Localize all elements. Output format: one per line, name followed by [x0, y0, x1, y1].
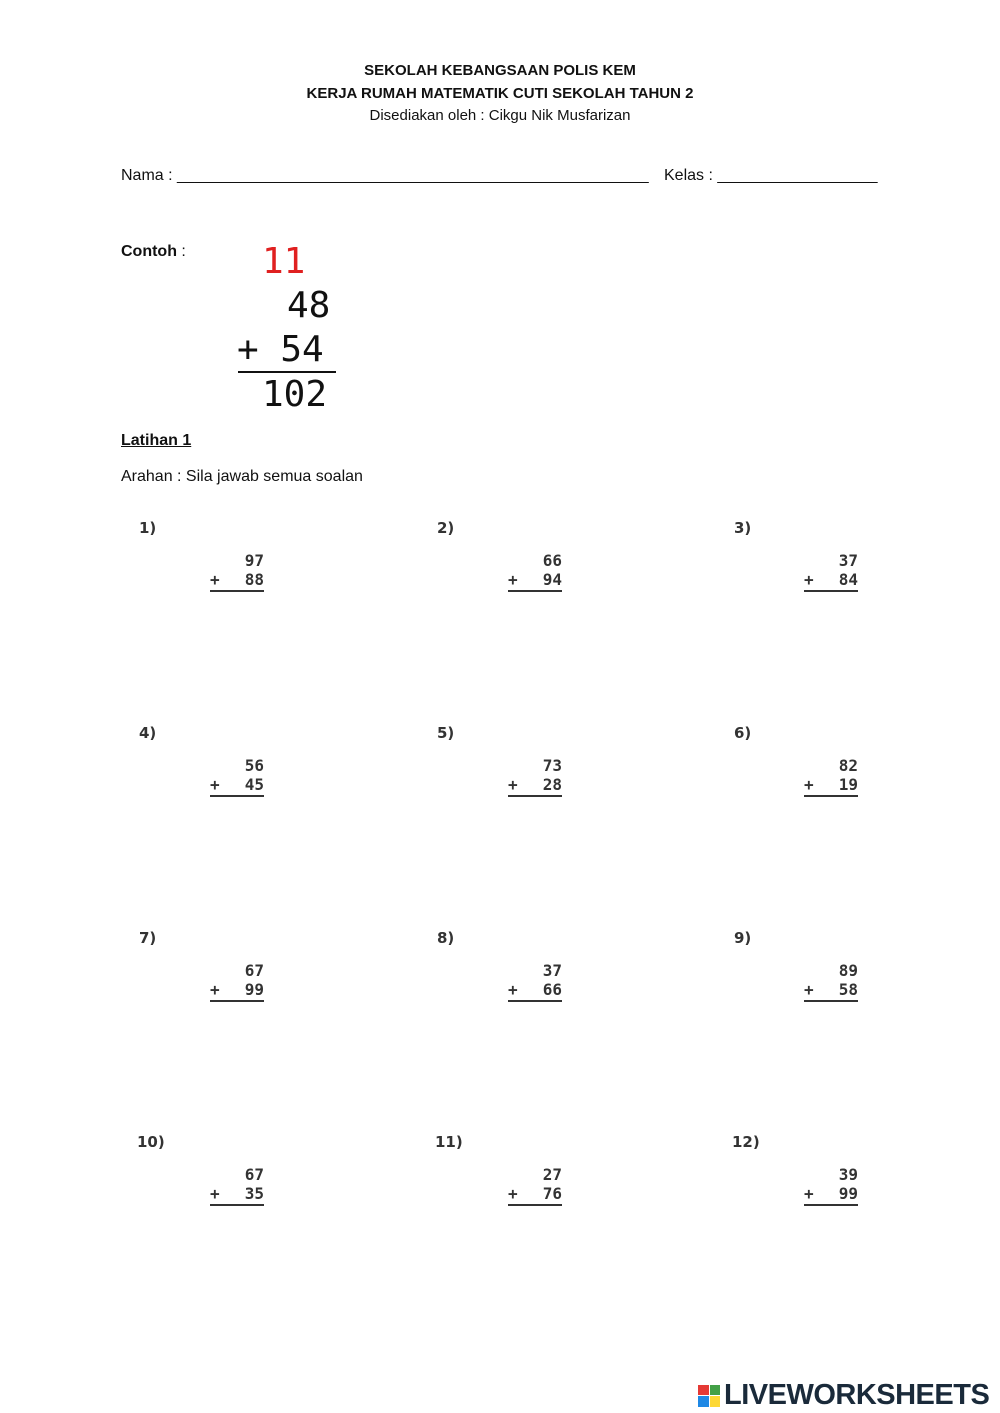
question-bottom-number: 28 — [542, 775, 562, 794]
answer-line — [508, 590, 562, 592]
answer-line — [508, 795, 562, 797]
answer-line — [804, 590, 858, 592]
question-sum — [508, 1165, 562, 1206]
question-top-number: 37 — [838, 551, 858, 570]
question-number: 1) — [139, 519, 157, 537]
question-top-number: 27 — [542, 1165, 562, 1184]
example-heading — [121, 243, 186, 261]
question-top-number: 73 — [542, 756, 562, 775]
question-bottom-number: 88 — [244, 570, 264, 589]
plus-operator: + — [804, 1184, 814, 1203]
example-answer: 102 — [262, 374, 328, 415]
question-number: 3) — [734, 519, 752, 537]
example-bottom-number: + 54 — [237, 329, 324, 370]
plus-operator: + — [804, 570, 814, 589]
question-top-number: 67 — [244, 1165, 264, 1184]
question-bottom-number: 66 — [542, 980, 562, 999]
example-label: Contoh — [121, 243, 177, 260]
prepared-by: Disediakan oleh : Cikgu Nik Musfarizan — [369, 107, 631, 124]
question-bottom-number: 58 — [838, 980, 858, 999]
question-bottom-number: 35 — [244, 1184, 264, 1203]
question-sum — [210, 756, 264, 797]
answer-line — [508, 1000, 562, 1002]
answer-line — [210, 1000, 264, 1002]
liveworksheets-logo-icon — [698, 1385, 720, 1407]
plus-operator: + — [804, 980, 814, 999]
answer-line — [804, 795, 858, 797]
plus-operator: + — [210, 570, 220, 589]
question-number: 5) — [437, 724, 455, 742]
question-sum — [804, 961, 858, 1002]
plus-operator: + — [210, 775, 220, 794]
example-top-number: 48 — [287, 285, 331, 326]
plus-operator: + — [804, 775, 814, 794]
question-sum — [804, 1165, 858, 1206]
question-top-number: 67 — [244, 961, 264, 980]
question-number: 2) — [437, 519, 455, 537]
question-bottom-number: 45 — [244, 775, 264, 794]
question-sum — [804, 551, 858, 592]
question-bottom-number: 99 — [244, 980, 264, 999]
exercise-instructions: Arahan : Sila jawab semua soalan — [121, 468, 363, 485]
answer-line — [804, 1000, 858, 1002]
question-number: 12) — [732, 1133, 760, 1151]
question-number: 9) — [734, 929, 752, 947]
question-sum — [210, 961, 264, 1002]
logo-tile — [698, 1385, 709, 1396]
question-bottom-number: 76 — [542, 1184, 562, 1203]
question-sum — [804, 756, 858, 797]
question-sum — [210, 1165, 264, 1206]
plus-operator: + — [508, 775, 518, 794]
question-top-number: 39 — [838, 1165, 858, 1184]
question-bottom-number: 84 — [838, 570, 858, 589]
question-number: 4) — [139, 724, 157, 742]
answer-line — [210, 590, 264, 592]
question-number: 6) — [734, 724, 752, 742]
plus-operator: + — [508, 1184, 518, 1203]
answer-line — [804, 1204, 858, 1206]
question-sum — [508, 756, 562, 797]
question-top-number: 82 — [838, 756, 858, 775]
question-bottom-number: 19 — [838, 775, 858, 794]
question-number: 7) — [139, 929, 157, 947]
plus-operator: + — [508, 570, 518, 589]
example-colon: : — [176, 243, 186, 260]
answer-line — [508, 1204, 562, 1206]
plus-operator: + — [210, 1184, 220, 1203]
answer-line — [210, 795, 264, 797]
logo-tile — [710, 1385, 721, 1396]
question-bottom-number: 99 — [838, 1184, 858, 1203]
liveworksheets-logo — [698, 1379, 989, 1412]
class-field[interactable]: Kelas : __________________ — [664, 167, 878, 184]
question-top-number: 56 — [244, 756, 264, 775]
example-carry: 11 — [262, 241, 306, 282]
question-top-number: 97 — [244, 551, 264, 570]
question-bottom-number: 94 — [542, 570, 562, 589]
liveworksheets-wordmark: LIVEWORKSHEETS — [724, 1379, 990, 1411]
question-sum — [508, 551, 562, 592]
question-top-number: 66 — [542, 551, 562, 570]
plus-operator: + — [508, 980, 518, 999]
school-name: SEKOLAH KEBANGSAAN POLIS KEM — [364, 62, 636, 79]
name-field[interactable]: Nama : _____________________________________________________ — [121, 167, 649, 184]
question-number: 11) — [435, 1133, 463, 1151]
plus-operator: + — [210, 980, 220, 999]
answer-line — [210, 1204, 264, 1206]
logo-tile — [698, 1396, 709, 1407]
question-number: 10) — [137, 1133, 165, 1151]
question-top-number: 37 — [542, 961, 562, 980]
question-number: 8) — [437, 929, 455, 947]
worksheet-title: KERJA RUMAH MATEMATIK CUTI SEKOLAH TAHUN 2 — [306, 85, 694, 102]
question-sum — [210, 551, 264, 592]
exercise-title: Latihan 1 — [121, 432, 192, 449]
logo-tile — [710, 1396, 721, 1407]
question-top-number: 89 — [838, 961, 858, 980]
question-sum — [508, 961, 562, 1002]
